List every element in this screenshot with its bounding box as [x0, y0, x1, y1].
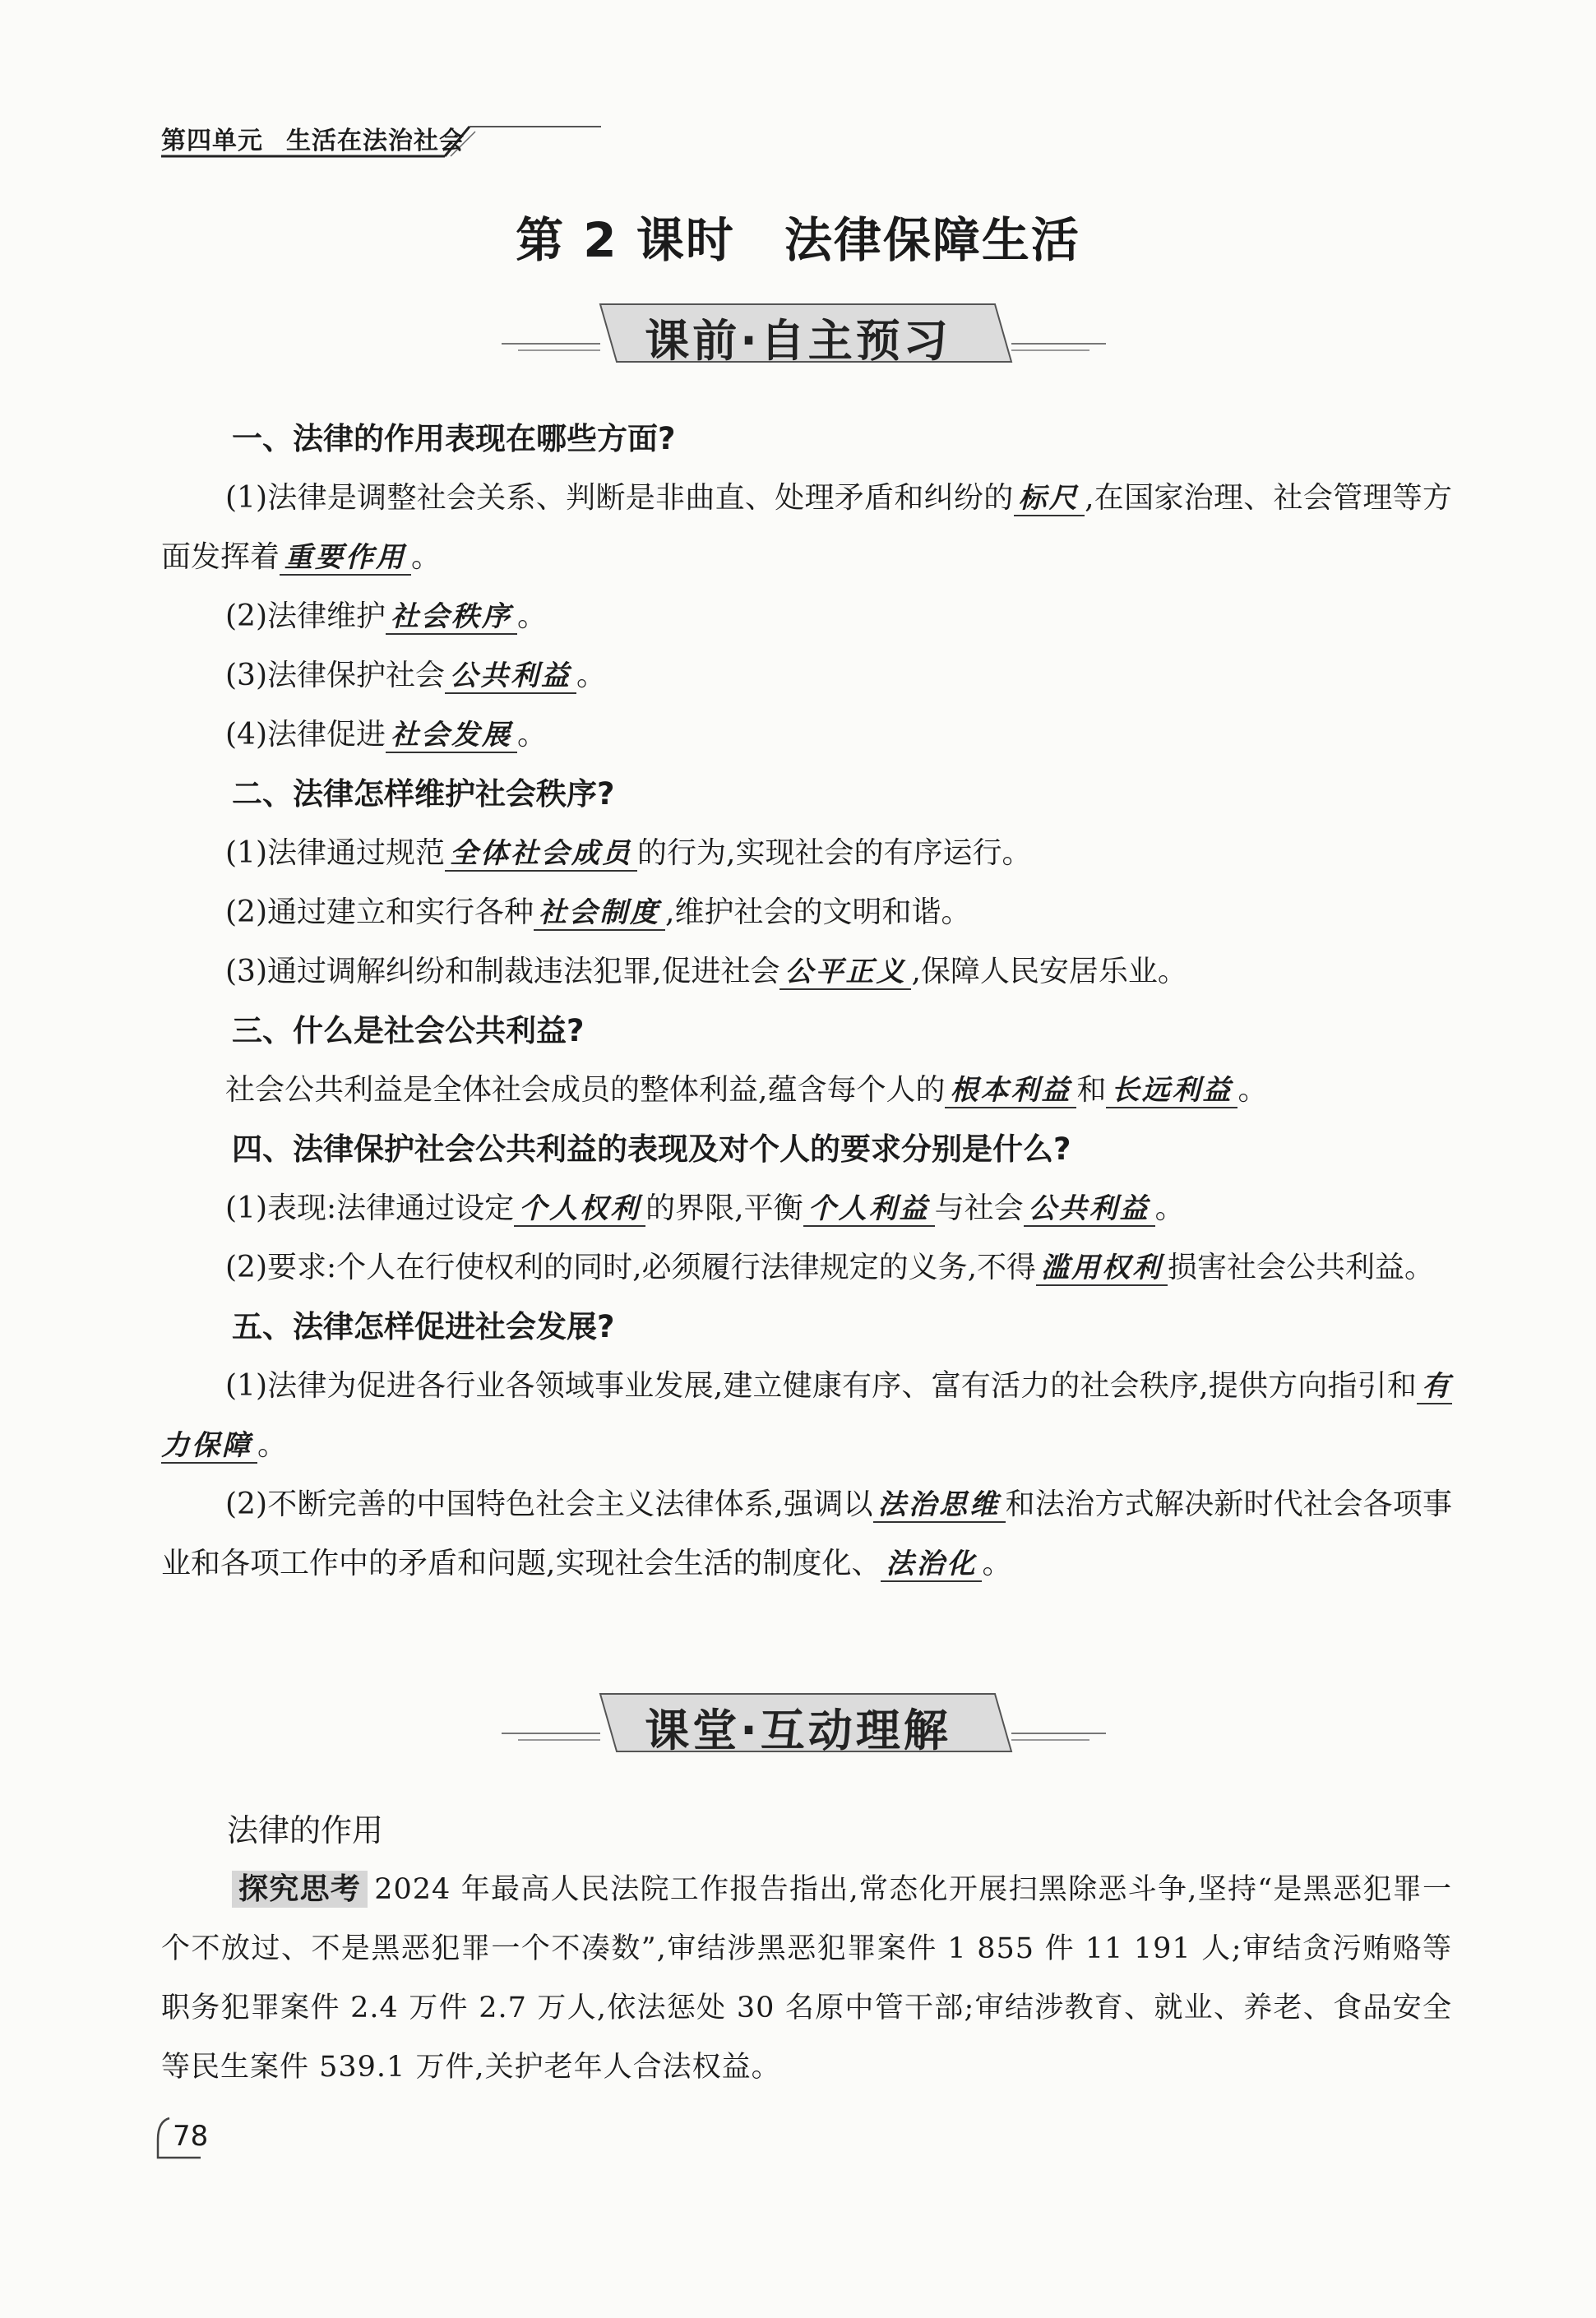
answer-blank: 根本利益 — [945, 1074, 1076, 1108]
classroom-banner-label: 课堂·互动理解 — [645, 1705, 951, 1756]
section5-p2: (2)不断完善的中国特色社会主义法律体系,强调以 法治思维 和法治方式解决新时代社会各项事业和各项工作中的矛盾和问题,实现社会生活的制度化、 法治化 。 — [161, 1487, 1452, 1580]
answer-blank: 社会制度 — [534, 896, 665, 931]
explore-tag: 探究思考 — [232, 1871, 368, 1908]
section2-p1: (1)法律通过规范 全体社会成员 的行为,实现社会的有序运行。 — [225, 836, 1032, 870]
unit-title: 生活在法治社会 — [286, 127, 465, 155]
unit-number: 第四单元 — [161, 127, 263, 155]
section5-p1: (1)法律为促进各行业各领域事业发展,建立健康有序、富有活力的社会秩序,提供方向指引和 有力保障 。 — [161, 1369, 1452, 1462]
lesson-topic: 法律保障生活 — [784, 212, 1080, 268]
classroom-subheading: 法律的作用 — [227, 1812, 384, 1848]
preview-banner-label: 课前·自主预习 — [645, 315, 951, 367]
answer-blank: 有力保障 — [161, 1370, 1452, 1462]
unit-header — [161, 120, 465, 156]
section4-p1: (1)表现:法律通过设定 个人权利 的界限,平衡 个人利益 与社会 公共利益 。 — [225, 1191, 1185, 1225]
answer-blank: 公共利益 — [1024, 1192, 1155, 1227]
answer-blank: 社会秩序 — [386, 600, 517, 635]
section1-p2: (2)法律维护 社会秩序 。 — [225, 599, 548, 633]
classroom-banner — [0, 1686, 1596, 1760]
section4-p2: (2)要求:个人在行使权利的同时,必须履行法律规定的义务,不得 滥用权利 损害社会公共利益。 — [225, 1251, 1435, 1284]
section2-p2: (2)通过建立和实行各种 社会制度 ,维护社会的文明和谐。 — [225, 895, 971, 929]
answer-blank: 公平正义 — [779, 955, 911, 990]
section2-p3: (3)通过调解纠纷和制裁违法犯罪,促进社会 公平正义 ,保障人民安居乐业。 — [225, 955, 1187, 988]
answer-blank: 滥用权利 — [1036, 1252, 1168, 1286]
answer-blank: 重要作用 — [280, 541, 411, 576]
preview-content — [161, 409, 1452, 1594]
answer-blank: 个人权利 — [514, 1192, 645, 1227]
answer-blank: 全体社会成员 — [445, 837, 637, 872]
preview-banner — [0, 296, 1596, 370]
answer-blank: 法治思维 — [873, 1488, 1006, 1523]
answer-blank: 个人利益 — [803, 1192, 935, 1227]
section1-p4: (4)法律促进 社会发展 。 — [225, 718, 548, 752]
lesson-number: 第 2 课时 — [516, 212, 735, 268]
answer-blank: 社会发展 — [386, 719, 517, 753]
page-number: 78 — [173, 2120, 209, 2153]
answer-blank: 标尺 — [1014, 482, 1085, 516]
explore-text: 2024 年最高人民法院工作报告指出,常态化开展扫黑除恶斗争,坚持“是黑恶犯罪一个不放过、不是黑恶犯罪一个不凑数”,审结涉黑恶犯罪案件 1 855 件 11 191 人;审结贪污贿赂等职务犯罪案件 2.4 万件 2.7 万人,依法惩处 30 名原中管干部;审结涉教育、就业、养老、食品安全等民生案件 539.1 万件,关护老年人合法权益。 — [161, 1873, 1452, 2084]
section1-heading: 一、法律的作用表现在哪些方面? — [232, 421, 676, 456]
answer-blank: 长远利益 — [1106, 1074, 1237, 1108]
explore-paragraph — [161, 1860, 1452, 2097]
section4-heading: 四、法律保护社会公共利益的表现及对个人的要求分别是什么? — [232, 1131, 1071, 1167]
section3-p1: 社会公共利益是全体社会成员的整体利益,蕴含每个人的 根本利益 和 长远利益 。 — [225, 1073, 1268, 1107]
section5-heading: 五、法律怎样促进社会发展? — [232, 1309, 615, 1344]
section1-p1: (1)法律是调整社会关系、判断是非曲直、处理矛盾和纠纷的 标尺 ,在国家治理、社会管理等方面发挥着 重要作用 。 — [161, 481, 1452, 574]
section1-p3: (3)法律保护社会 公共利益 。 — [225, 659, 607, 692]
classroom-content — [161, 1801, 1452, 2097]
answer-blank: 公共利益 — [445, 659, 576, 694]
section3-heading: 三、什么是社会公共利益? — [232, 1013, 585, 1048]
section2-heading: 二、法律怎样维护社会秩序? — [232, 776, 615, 812]
answer-blank: 法治化 — [881, 1548, 982, 1582]
lesson-title — [0, 201, 1596, 271]
